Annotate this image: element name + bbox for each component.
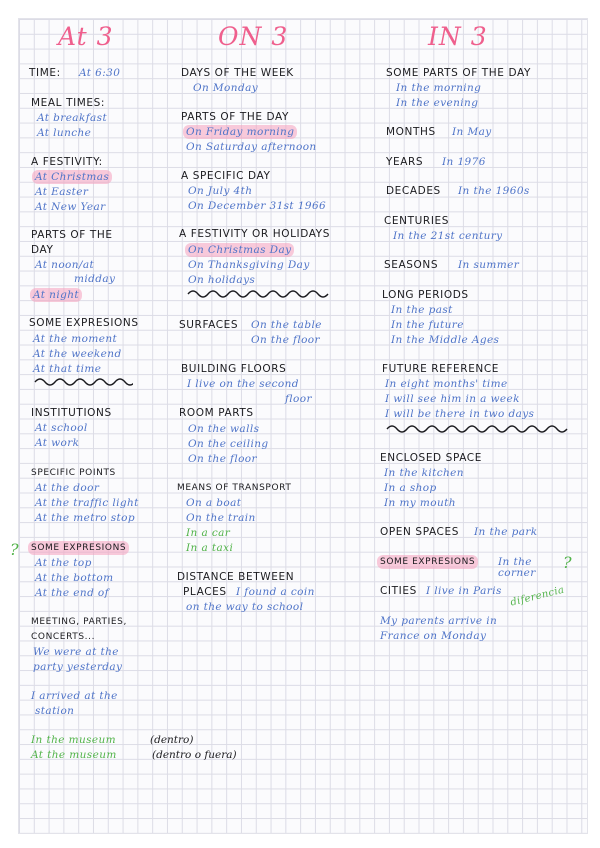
- enclosed-space-example: In a shop: [384, 482, 437, 494]
- months-label: MONTHS: [386, 126, 436, 138]
- expression-example: At the top: [35, 557, 92, 569]
- building-floor-example: floor: [285, 393, 312, 405]
- meeting-label: MEETING, PARTIES,: [31, 617, 127, 627]
- expression-example: corner: [498, 567, 536, 579]
- surface-example: On the table: [251, 319, 322, 331]
- festivity-label: A FESTIVITY:: [31, 156, 103, 168]
- transport-example-in: In a car: [186, 527, 231, 539]
- seasons-example: In summer: [458, 259, 520, 271]
- parts-example: On Saturday afternoon: [186, 141, 317, 153]
- museum-example-at: At the museum: [31, 749, 117, 761]
- title-in: IN 3: [428, 22, 488, 51]
- room-parts-label: ROOM PARTS: [179, 407, 254, 419]
- time-label: TIME:: [29, 67, 61, 79]
- enclosed-space-example: In my mouth: [384, 497, 456, 509]
- years-example: In 1976: [442, 156, 486, 168]
- question-mark-note: ?: [10, 540, 19, 559]
- specific-point-example: At the metro stop: [35, 512, 136, 524]
- festivity-example: At Easter: [35, 186, 89, 198]
- centuries-label: CENTURIES: [384, 215, 450, 227]
- days-example: On Monday: [193, 82, 259, 94]
- expressions-label-highlighted: SOME EXPRESIONS: [28, 541, 129, 555]
- wavy-divider: [186, 287, 336, 299]
- specific-point-example: At the door: [35, 482, 100, 494]
- festivity-example-highlighted: At Christmas: [32, 170, 112, 184]
- years-label: YEARS: [386, 156, 424, 168]
- wavy-divider: [385, 422, 575, 434]
- parts-example: At noon/at: [35, 259, 95, 271]
- festivity-example: On holidays: [188, 274, 256, 286]
- institution-example: At school: [35, 422, 88, 434]
- festivity-example: On Thanksgiving Day: [188, 259, 310, 271]
- distance-label: PLACES: [183, 586, 227, 598]
- arrive-example: My parents arrive in: [380, 615, 498, 627]
- specific-day-example: On December 31st 1966: [188, 200, 327, 212]
- parts-label: DAY: [31, 244, 54, 256]
- long-periods-label: LONG PERIODS: [382, 289, 469, 301]
- transport-example-in: In a taxi: [186, 542, 234, 554]
- long-period-example: In the past: [391, 304, 453, 316]
- distance-example: I found a coin: [236, 586, 315, 598]
- room-part-example: On the ceiling: [188, 438, 269, 450]
- meal-label: MEAL TIMES:: [31, 97, 106, 109]
- transport-example: On the train: [186, 512, 256, 524]
- parts-example-highlighted: At night: [30, 288, 82, 302]
- surfaces-label: SURFACES: [179, 319, 239, 331]
- expression-example: At the moment: [33, 333, 118, 345]
- building-floors-label: BUILDING FLOORS: [181, 363, 287, 375]
- parts-label: PARTS OF THE DAY: [181, 111, 289, 123]
- months-example: In May: [452, 126, 492, 138]
- transport-label: MEANS OF TRANSPORT: [177, 483, 292, 493]
- room-part-example: On the walls: [188, 423, 260, 435]
- decades-label: DECADES: [386, 185, 441, 197]
- meal-example: At lunche: [37, 127, 92, 139]
- arrive-example: France on Monday: [380, 630, 487, 642]
- expression-example: At the end of: [35, 587, 109, 599]
- meeting-example: We were at the: [33, 646, 119, 658]
- festivity-example: At New Year: [35, 201, 106, 213]
- difference-note: diferencia: [509, 584, 566, 609]
- expression-example: At the weekend: [33, 348, 122, 360]
- distance-example: on the way to school: [186, 601, 304, 613]
- room-part-example: On the floor: [188, 453, 257, 465]
- wavy-divider: [33, 375, 133, 387]
- specific-point-example: At the traffic light: [35, 497, 139, 509]
- centuries-example: In the 21st century: [393, 230, 503, 242]
- open-spaces-label: OPEN SPACES: [380, 526, 459, 538]
- days-label: DAYS OF THE WEEK: [181, 67, 294, 79]
- question-mark-note: ?: [563, 553, 572, 572]
- arrived-example: I arrived at the: [31, 690, 118, 702]
- expression-example: At that time: [33, 363, 102, 375]
- parts-label: SOME PARTS OF THE DAY: [386, 67, 531, 79]
- institution-example: At work: [35, 437, 80, 449]
- museum-note: (dentro): [150, 734, 194, 746]
- open-space-example: In the park: [474, 526, 538, 538]
- long-period-example: In the Middle Ages: [391, 334, 500, 346]
- meeting-label: CONCERTS...: [31, 632, 96, 642]
- enclosed-space-example: In the kitchen: [384, 467, 464, 479]
- seasons-label: SEASONS: [384, 259, 439, 271]
- festivity-example-highlighted: On Christmas Day: [185, 243, 294, 257]
- meal-example: At breakfast: [37, 112, 108, 124]
- future-example: I will be there in two days: [385, 408, 535, 420]
- transport-example: On a boat: [186, 497, 242, 509]
- distance-label: DISTANCE BETWEEN: [177, 571, 295, 583]
- future-reference-label: FUTURE REFERENCE: [382, 363, 500, 375]
- specific-day-label: A SPECIFIC DAY: [181, 170, 271, 182]
- title-on: ON 3: [218, 22, 289, 51]
- expressions-label-highlighted: SOME EXPRESIONS: [377, 555, 478, 569]
- long-period-example: In the future: [391, 319, 464, 331]
- meeting-example: party yesterday: [33, 661, 123, 673]
- parts-label: PARTS OF THE: [31, 229, 113, 241]
- festivity-label: A FESTIVITY OR HOLIDAYS: [179, 228, 330, 240]
- parts-example: In the evening: [396, 97, 479, 109]
- museum-note: (dentro o fuera): [152, 749, 237, 761]
- museum-example-in: In the museum: [31, 734, 117, 746]
- expression-example: In the: [498, 556, 532, 568]
- building-floor-example: I live on the second: [187, 378, 299, 390]
- enclosed-space-label: ENCLOSED SPACE: [380, 452, 482, 464]
- expressions-label: SOME EXPRESIONS: [29, 317, 139, 329]
- specific-points-label: SPECIFIC POINTS: [31, 468, 116, 478]
- surface-example: On the floor: [251, 334, 320, 346]
- decades-example: In the 1960s: [458, 185, 530, 197]
- time-example: At 6:30: [79, 67, 121, 79]
- expression-example: At the bottom: [35, 572, 114, 584]
- parts-example: In the morning: [396, 82, 482, 94]
- future-example: In eight months' time: [385, 378, 508, 390]
- parts-example: midday: [74, 273, 116, 285]
- future-example: I will see him in a week: [385, 393, 520, 405]
- arrived-example: station: [35, 705, 75, 717]
- title-at: At 3: [58, 22, 114, 51]
- specific-day-example: On July 4th: [188, 185, 253, 197]
- parts-example-highlighted: On Friday morning: [183, 125, 297, 139]
- cities-label: CITIES: [380, 585, 417, 597]
- institutions-label: INSTITUTIONS: [31, 407, 112, 419]
- cities-example: I live in Paris: [426, 585, 502, 597]
